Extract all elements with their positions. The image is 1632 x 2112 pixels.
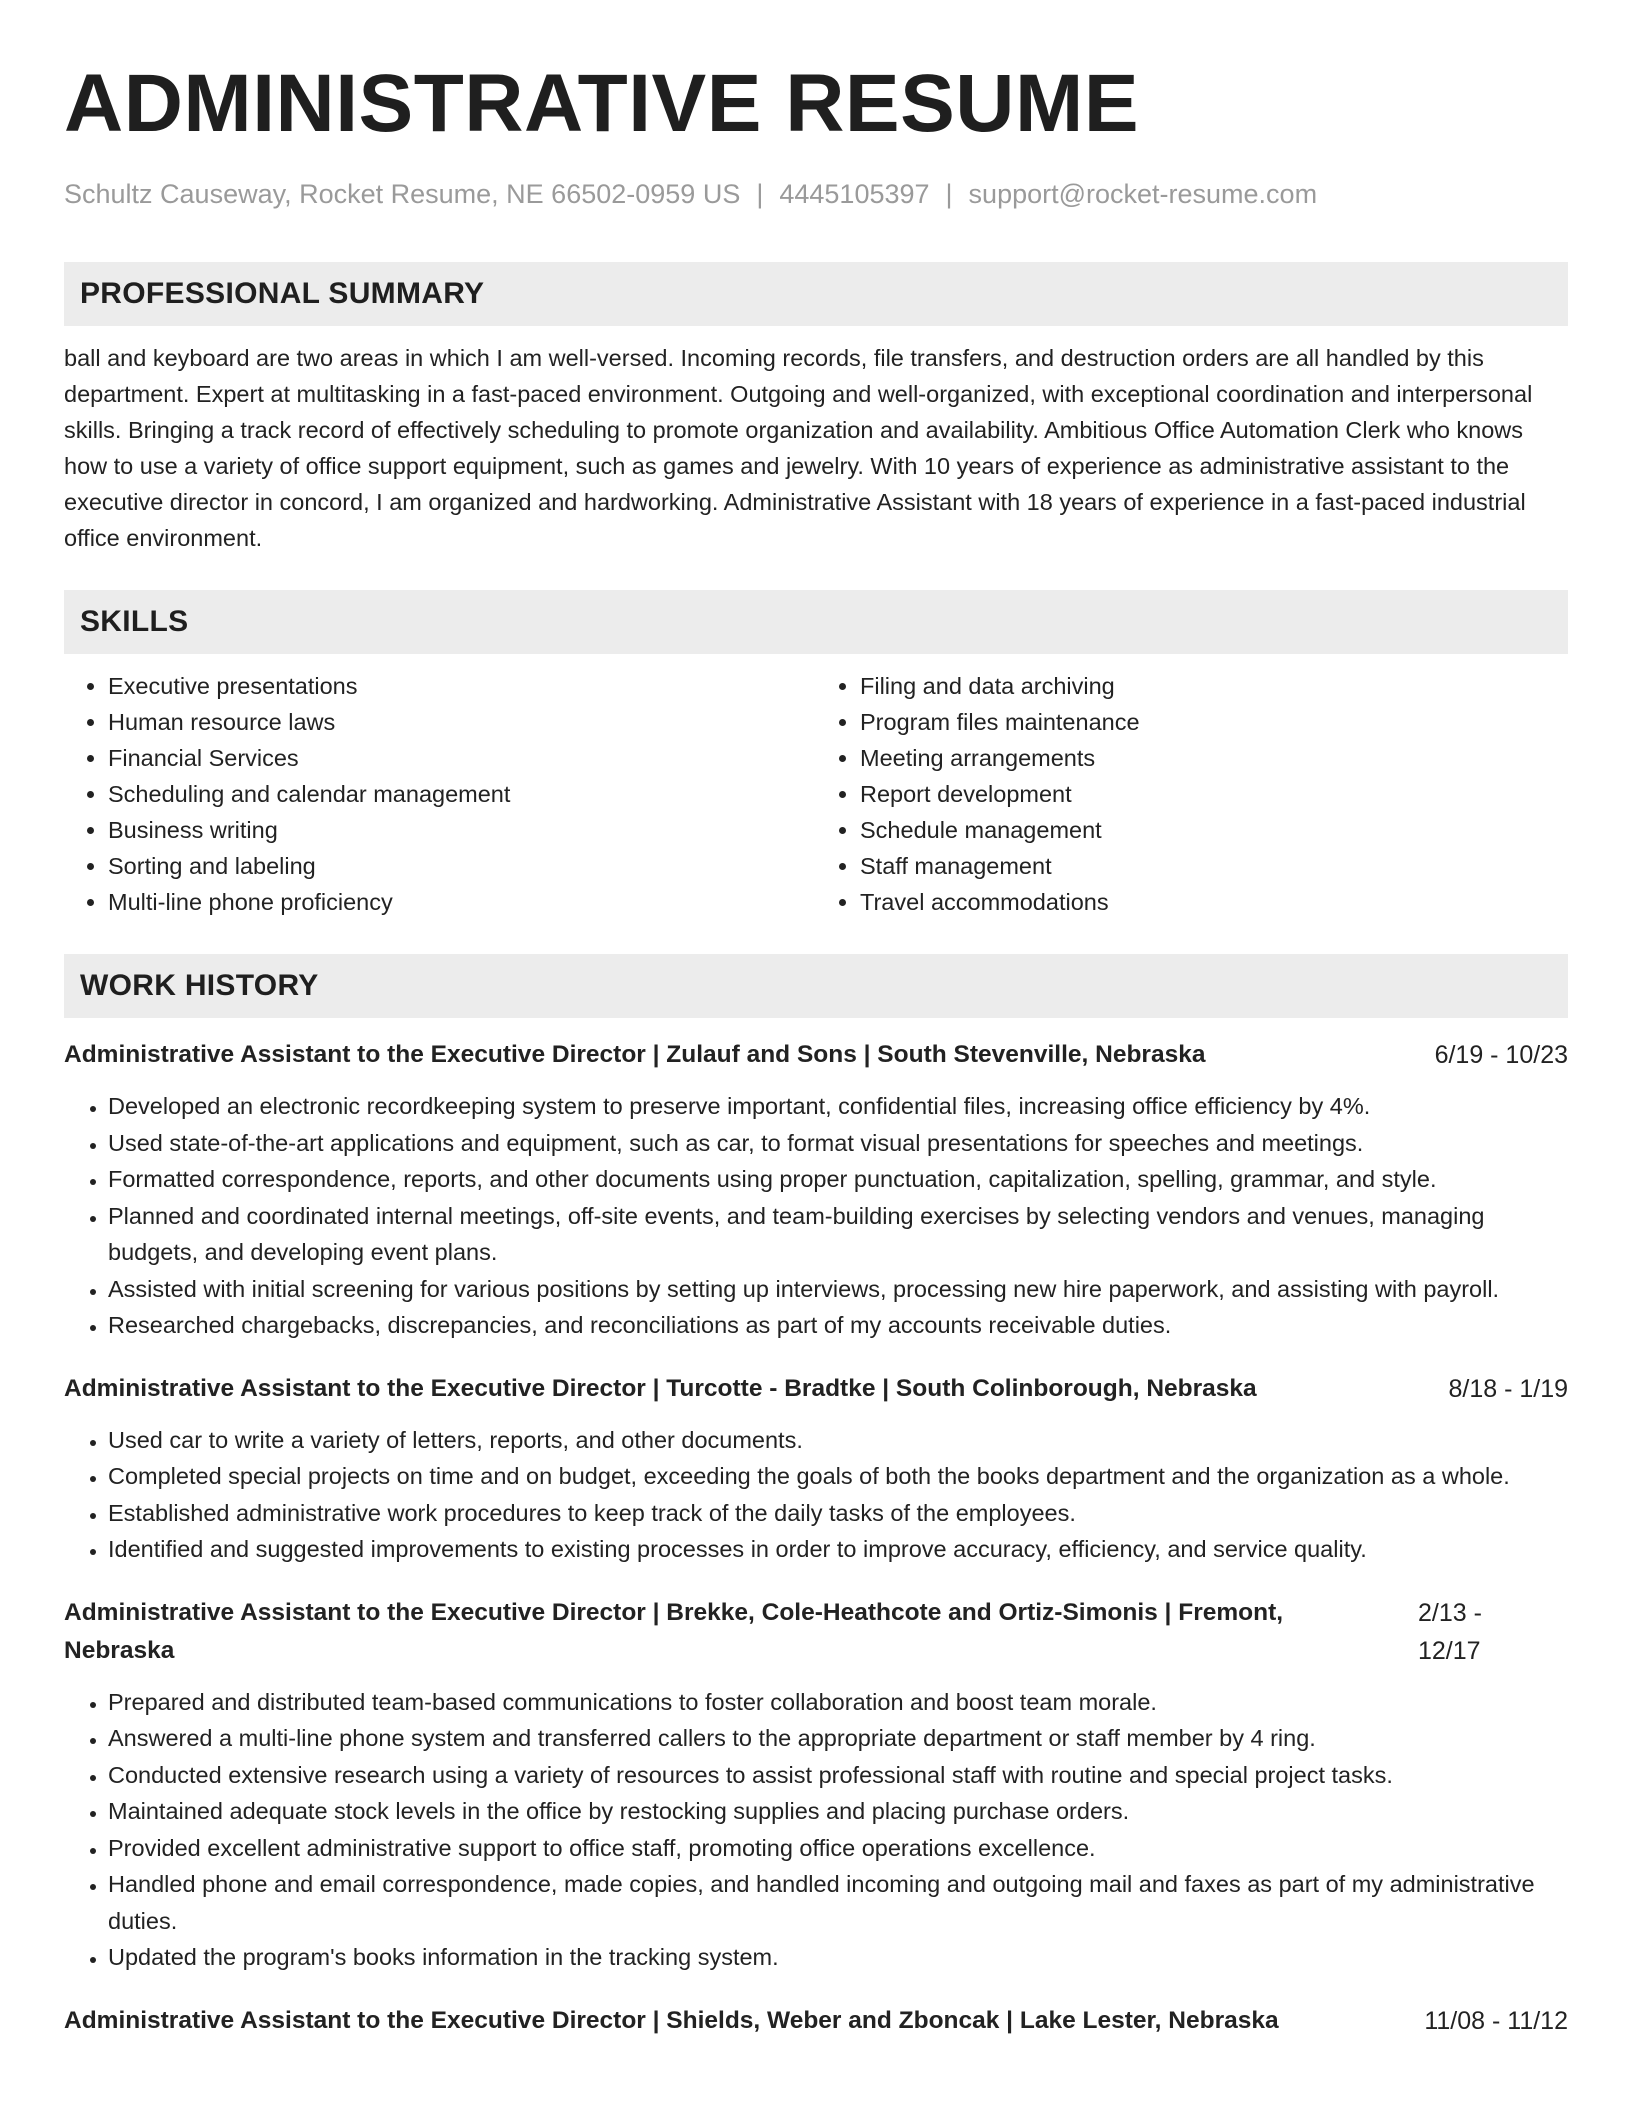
- work-section-title: WORK HISTORY: [80, 969, 319, 1002]
- job-bullets: [64, 1088, 1568, 1344]
- job-bullet: • Updated the program's books information in the tracking system.: [108, 1939, 1568, 1976]
- skill-item: • Business writing: [108, 812, 816, 848]
- work-section-header: [64, 954, 1568, 1018]
- skill-item: • Sorting and labeling: [108, 848, 816, 884]
- job-entry: [64, 1036, 1568, 1344]
- resume-title: ADMINISTRATIVE RESUME: [64, 58, 1140, 149]
- job-bullets: [64, 1422, 1568, 1568]
- skill-item: • Multi-line phone proficiency: [108, 884, 816, 920]
- job-dates: 8/18 - 1/19: [1448, 1374, 1568, 1403]
- job-bullet: • Planned and coordinated internal meetings, off-site events, and team-building exercises by selecting vendors and venues, managing budgets, and developing event plans.: [108, 1198, 1568, 1271]
- job-entry: [64, 1594, 1568, 1976]
- job-entry: [64, 1370, 1568, 1568]
- job-header: [64, 1370, 1568, 1408]
- job-header: [64, 2002, 1568, 2040]
- job-bullet: • Prepared and distributed team-based communications to foster collaboration and boost team morale.: [108, 1684, 1568, 1721]
- job-heading: Administrative Assistant to the Executive Director | Brekke, Cole-Heathcote and Ortiz-Simonis | Fremont, Nebraska: [64, 1598, 1284, 1664]
- job-heading: Administrative Assistant to the Executive Director | Zulauf and Sons | South Stevenville, Nebraska: [64, 1041, 1206, 1068]
- job-dates: 2/13 - 12/17: [1418, 1598, 1482, 1665]
- contact-separator: |: [945, 179, 953, 209]
- skills-section-title: SKILLS: [80, 605, 189, 638]
- job-bullet: • Used state-of-the-art applications and equipment, such as car, to format visual presentations for speeches and meetings.: [108, 1125, 1568, 1162]
- job-bullet: • Completed special projects on time and on budget, exceeding the goals of both the books department and the organization as a whole.: [108, 1458, 1568, 1495]
- skill-item: • Scheduling and calendar management: [108, 776, 816, 812]
- job-bullet: • Maintained adequate stock levels in the office by restocking supplies and placing purchase orders.: [108, 1793, 1568, 1830]
- job-bullet: • Developed an electronic recordkeeping system to preserve important, confidential files, increasing office efficiency by 4%.: [108, 1088, 1568, 1125]
- job-bullet: • Researched chargebacks, discrepancies, and reconciliations as part of my accounts receivable duties.: [108, 1307, 1568, 1344]
- skills-column-left: [64, 668, 816, 920]
- skill-item: • Human resource laws: [108, 704, 816, 740]
- job-heading: Administrative Assistant to the Executive Director | Shields, Weber and Zboncak | Lake Lester, Nebraska: [64, 2006, 1279, 2034]
- skill-item: • Meeting arrangements: [860, 740, 1568, 776]
- contact-separator: |: [756, 179, 764, 209]
- job-bullet: • Identified and suggested improvements to existing processes in order to improve accuracy, efficiency, and service quality.: [108, 1531, 1568, 1568]
- job-bullet: • Handled phone and email correspondence, made copies, and handled incoming and outgoing mail and faxes as part of my administrative duties.: [108, 1866, 1568, 1939]
- skill-item: • Executive presentations: [108, 668, 816, 704]
- job-bullet: • Formatted correspondence, reports, and other documents using proper punctuation, capitalization, spelling, grammar, and style.: [108, 1161, 1568, 1198]
- job-header: [64, 1594, 1568, 1670]
- email-address[interactable]: support@rocket-resume.com: [968, 179, 1318, 209]
- summary-section-header: [64, 262, 1568, 326]
- phone-number: 4445105397: [779, 179, 930, 209]
- job-bullet: • Used car to write a variety of letters, reports, and other documents.: [108, 1422, 1568, 1459]
- skill-item: • Staff management: [860, 848, 1568, 884]
- job-bullet: • Provided excellent administrative support to office staff, promoting office operations excellence.: [108, 1830, 1568, 1867]
- job-dates: 11/08 - 11/12: [1424, 2006, 1568, 2035]
- job-heading: Administrative Assistant to the Executive Director | Turcotte - Bradtke | South Colinborough, Nebraska: [64, 1374, 1257, 1402]
- job-bullets: [64, 1684, 1568, 1976]
- skills-list: [64, 668, 1568, 920]
- skill-item: • Financial Services: [108, 740, 816, 776]
- skill-item: • Program files maintenance: [860, 704, 1568, 740]
- job-entry: [64, 2002, 1568, 2040]
- job-bullet: • Assisted with initial screening for various positions by setting up interviews, processing new hire paperwork, and assisting with payroll.: [108, 1271, 1568, 1308]
- summary-section-title: PROFESSIONAL SUMMARY: [80, 277, 485, 310]
- skills-section-header: [64, 590, 1568, 654]
- address: Schultz Causeway, Rocket Resume, NE 66502-0959 US: [64, 179, 741, 209]
- skill-item: • Schedule management: [860, 812, 1568, 848]
- job-bullet: • Answered a multi-line phone system and transferred callers to the appropriate department or staff member by 4 ring.: [108, 1720, 1568, 1757]
- skill-item: • Travel accommodations: [860, 884, 1568, 920]
- skills-column-right: [816, 668, 1568, 920]
- skill-item: • Report development: [860, 776, 1568, 812]
- job-bullet: • Conducted extensive research using a variety of resources to assist professional staff with routine and special project tasks.: [108, 1757, 1568, 1794]
- job-bullet: • Established administrative work procedures to keep track of the daily tasks of the employees.: [108, 1495, 1568, 1532]
- contact-line: [64, 176, 1568, 212]
- summary-text: ball and keyboard are two areas in which I am well-versed. Incoming records, file transfers, and destruction orders are all handled by this department. Expert at multitasking in a fast-paced environment. Outgoing and well-organized, with exceptional coordination and interpersonal skills. Bringing a track record of effectively scheduling to promote organization and availability. Ambitious Office Automation Clerk who knows how to use a variety of office support equipment, such as games and jewelry. With 10 years of experience as administrative assistant to the executive director in concord, I am organized and hardworking. Administrative Assistant with 18 years of experience in a fast-paced industrial office environment.: [64, 345, 1533, 551]
- job-dates: 6/19 - 10/23: [1434, 1041, 1568, 1069]
- skill-item: • Filing and data archiving: [860, 668, 1568, 704]
- job-header: [64, 1036, 1568, 1074]
